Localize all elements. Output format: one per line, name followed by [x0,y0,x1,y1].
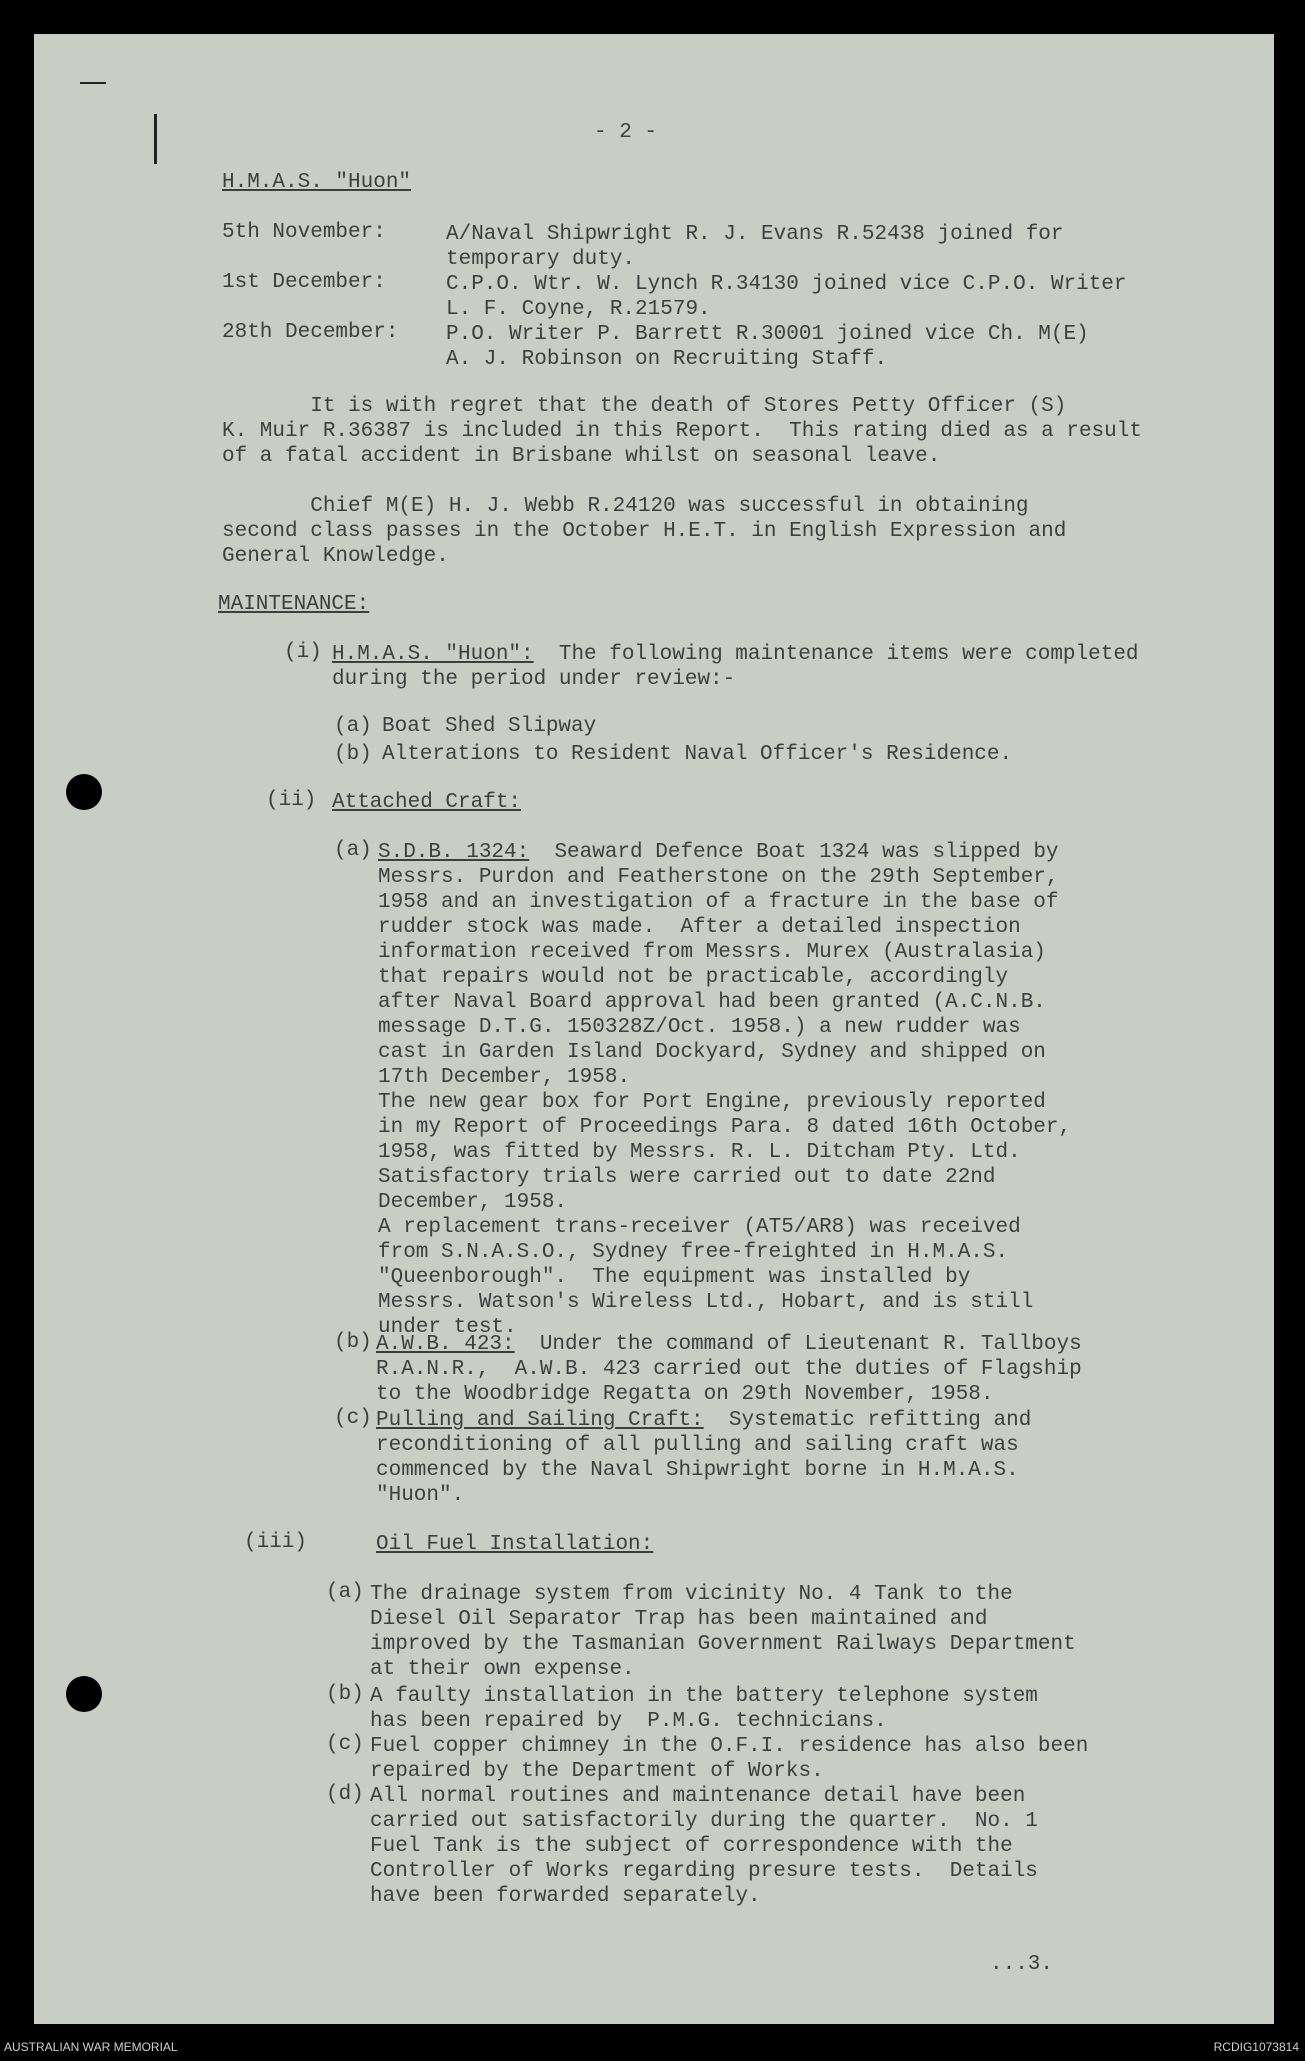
item-text: All normal routines and maintenance detail have been carried out satisfactorily during the quarter. No. 1 Fuel Tank is the subject of correspondence with the Controller of Works regarding presure tests. Details have been forwarded separately. [370,1785,1038,1908]
item-text: The drainage system from vicinity No. 4 Tank to the Diesel Oil Separator Trap has been maintained and improved by the Tasmanian Government Railways Department at their own expense. [370,1583,1076,1681]
item-label: (b) [334,1331,372,1354]
item-label: (a) [326,1581,364,1604]
punch-hole [66,774,102,810]
movement-date: 1st December: [222,271,386,294]
item-text: Boat Shed Slipway [382,715,597,738]
item-label: (c) [334,1407,372,1430]
maintenance-heading: MAINTENANCE: [218,593,370,616]
movement-text: P.O. Writer P. Barrett R.30001 joined vice Ch. M(E) A. J. Robinson on Recruiting Staff. [446,323,1089,371]
paragraph-death: It is with regret that the death of Stores Petty Officer (S) K. Muir R.36387 is included in this Report. This rating died as a result of a fatal accident in Brisbane whilst on seasonal leave. [222,395,1142,468]
item-text: A faulty installation in the battery telephone system has been repaired by P.M.G. technicians. [370,1685,1038,1733]
movement-date: 28th December: [222,321,399,344]
item-title: Pulling and Sailing Craft: [376,1409,704,1432]
item-label: (b) [334,743,372,766]
item-label: (c) [326,1733,364,1756]
section-title: H.M.A.S. "Huon": [332,643,534,666]
item-label: (a) [334,839,372,862]
section-title: Oil Fuel Installation: [376,1533,654,1556]
page-number: - 2 - [594,121,658,144]
item-label: (b) [326,1683,364,1706]
item-text: Under the command of Lieutenant R. Tallboys R.A.N.R., A.W.B. 423 carried out the duties of Flagship to the Woodbridge Regatta on 29th November, 1958. [376,1333,1082,1406]
movement-text: C.P.O. Wtr. W. Lynch R.34130 joined vice C.P.O. Writer L. F. Coyne, R.21579. [446,273,1127,321]
item-text: Fuel copper chimney in the O.F.I. residence has also been repaired by the Department of Works. [370,1735,1089,1783]
movement-text: A/Naval Shipwright R. J. Evans R.52438 joined for temporary duty. [446,223,1064,271]
ink-mark [154,114,157,164]
footer-archive-name: AUSTRALIAN WAR MEMORIAL [4,2040,178,2054]
item-text: Systematic refitting and reconditioning of all pulling and sailing craft was commenced by the Naval Shipwright borne in H.M.A.S. "Huon". [376,1409,1032,1507]
section-number: (i) [284,641,322,664]
ship-heading: H.M.A.S. "Huon" [222,171,412,194]
section-number: (iii) [244,1531,308,1554]
section-title: Attached Craft: [332,791,522,814]
item-title: S.D.B. 1324: [378,841,530,864]
ink-mark [80,82,106,84]
footer-reference-id: RCDIG1073814 [1213,2040,1299,2054]
item-text: Seaward Defence Boat 1324 was slipped by Messrs. Purdon and Featherstone on the 29th September, 1958 and an investigation of a fracture in the base of rudder stock was made. After a detailed inspection information received from Messrs. Murex (Australasia) that repairs would not be practicable, accordingly after Naval Board approval had been granted (A.C.N.B. message D.T.G. 150328Z/Oct. 1958.) a new rudder was cast in Garden Island Dockyard, Sydney and shipped on 17th December, 1958. The new gear box for Port Engine, previously reported in my Report of Proceedings Para. 8 dated 16th October, 1958, was fitted by Messrs. R. L. Ditcham Pty. Ltd. Satisfactory trials were carried out to date 22nd December, 1958. A replacement trans-receiver (AT5/AR8) was received from S.N.A.S.O., Sydney free-freighted in H.M.A.S. "Queenborough". The equipment was installed by Messrs. Watson's Wireless Ltd., Hobart, and is still under test. [378,841,1072,1339]
section-text: The following maintenance items were completed during the period under review:- [332,643,1139,691]
item-title: A.W.B. 423: [376,1333,515,1356]
continuation-mark: ...3. [990,1953,1054,1976]
item-label: (a) [334,715,372,738]
item-body [376,1332,1082,1407]
item-body [376,1408,1031,1508]
item-label: (d) [326,1783,364,1806]
section-number: (ii) [266,789,317,812]
paragraph-webb: Chief M(E) H. J. Webb R.24120 was successful in obtaining second class passes in the October H.E.T. in English Expression and General Knowledge. [222,495,1067,568]
movement-date: 5th November: [222,221,386,244]
section-i-body [332,642,1139,692]
item-text: Alterations to Resident Naval Officer's Residence. [382,743,1013,766]
item-body [378,840,1071,1340]
punch-hole [66,1676,102,1712]
